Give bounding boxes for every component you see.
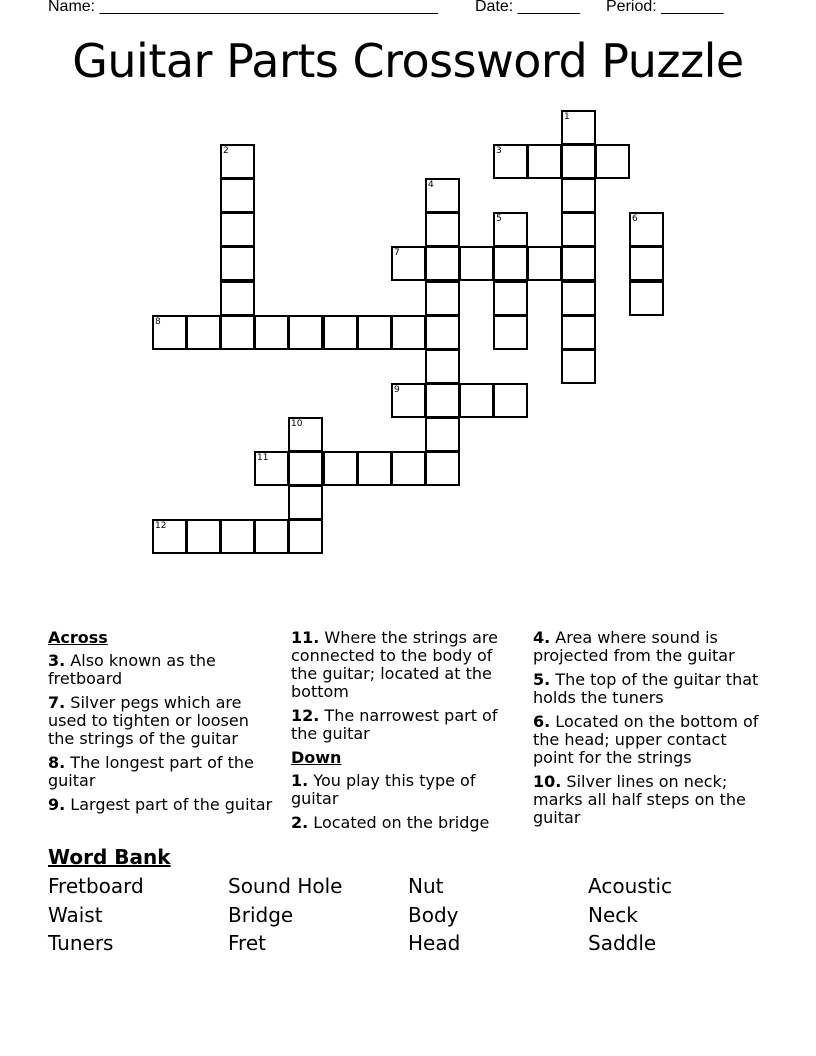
word-bank-item: Neck <box>588 903 638 927</box>
clue-down-1: 1. You play this type of guitar <box>291 771 476 808</box>
crossword-cell[interactable] <box>220 281 255 316</box>
crossword-cell[interactable] <box>288 451 323 486</box>
crossword-cell[interactable] <box>391 246 426 281</box>
crossword-cell[interactable] <box>391 315 426 350</box>
crossword-cell[interactable] <box>629 212 664 247</box>
crossword-cell[interactable] <box>425 246 460 281</box>
crossword-cell[interactable] <box>561 315 596 350</box>
down-heading: Down <box>291 748 342 767</box>
crossword-cell[interactable] <box>391 451 426 486</box>
crossword-cell[interactable] <box>152 315 187 350</box>
clue-number: 11 <box>257 453 269 463</box>
clue-number: 10 <box>291 419 303 429</box>
crossword-cell[interactable] <box>220 212 255 247</box>
clue-across-3: 3. Also known as the fretboard <box>48 651 216 688</box>
crossword-cell[interactable] <box>220 246 255 281</box>
page-title: Guitar Parts Crossword Puzzle <box>72 34 744 88</box>
word-bank-item: Tuners <box>48 931 114 955</box>
crossword-cell[interactable] <box>561 178 596 213</box>
word-bank-item: Body <box>408 903 459 927</box>
clue-across-9: 9. Largest part of the guitar <box>48 795 273 814</box>
clue-across-8: 8. The longest part of the guitar <box>48 753 254 790</box>
crossword-cell[interactable] <box>425 315 460 350</box>
word-bank-item: Bridge <box>228 903 294 927</box>
crossword-cell[interactable] <box>288 519 323 554</box>
crossword-cell[interactable] <box>288 417 323 452</box>
clue-down-10: 10. Silver lines on neck; marks all half steps on the guitar <box>533 772 746 827</box>
crossword-cell[interactable] <box>425 349 460 384</box>
crossword-cell[interactable] <box>527 144 562 179</box>
word-bank-item: Waist <box>48 903 103 927</box>
crossword-cell[interactable] <box>561 349 596 384</box>
clue-down-5: 5. The top of the guitar that holds the tuners <box>533 670 759 707</box>
crossword-cell[interactable] <box>459 246 494 281</box>
crossword-cell[interactable] <box>493 144 528 179</box>
crossword-cell[interactable] <box>629 246 664 281</box>
crossword-cell[interactable] <box>493 383 528 418</box>
crossword-cell[interactable] <box>561 144 596 179</box>
clue-down-2: 2. Located on the bridge <box>291 813 490 832</box>
crossword-cell[interactable] <box>629 281 664 316</box>
clue-number: 4 <box>428 180 434 190</box>
crossword-cell[interactable] <box>220 315 255 350</box>
crossword-cell[interactable] <box>254 315 289 350</box>
crossword-cell[interactable] <box>323 451 358 486</box>
clues-column-1 <box>48 629 274 820</box>
crossword-cell[interactable] <box>561 212 596 247</box>
crossword-cell[interactable] <box>561 281 596 316</box>
crossword-cell[interactable] <box>220 519 255 554</box>
crossword-cell[interactable] <box>323 315 358 350</box>
clue-number: 9 <box>394 385 400 395</box>
crossword-cell[interactable] <box>493 281 528 316</box>
crossword-cell[interactable] <box>425 281 460 316</box>
crossword-cell[interactable] <box>220 178 255 213</box>
crossword-cell[interactable] <box>425 212 460 247</box>
crossword-cell[interactable] <box>561 246 596 281</box>
clue-across-7: 7. Silver pegs which are used to tighten or loosen the strings of the guitar <box>48 693 249 748</box>
crossword-cell[interactable] <box>425 383 460 418</box>
clues-column-2 <box>291 629 517 838</box>
clue-number: 1 <box>564 112 570 122</box>
clue-number: 6 <box>632 214 638 224</box>
crossword-cell[interactable] <box>186 315 221 350</box>
crossword-cell[interactable] <box>357 315 392 350</box>
across-heading: Across <box>48 628 108 647</box>
name-field-label: Name: ______________________________________ <box>48 0 438 15</box>
clues-column-3 <box>533 629 759 833</box>
crossword-cell[interactable] <box>493 315 528 350</box>
word-bank-item: Head <box>408 931 461 955</box>
crossword-cell[interactable] <box>425 178 460 213</box>
crossword-cell[interactable] <box>493 246 528 281</box>
word-bank-item: Fretboard <box>48 874 144 898</box>
crossword-cell[interactable] <box>425 451 460 486</box>
clue-number: 8 <box>155 317 161 327</box>
crossword-cell[interactable] <box>391 383 426 418</box>
clue-number: 12 <box>155 521 167 531</box>
clue-number: 5 <box>496 214 502 224</box>
word-bank-item: Sound Hole <box>228 874 343 898</box>
crossword-cell[interactable] <box>288 315 323 350</box>
clue-number: 2 <box>223 146 229 156</box>
crossword-cell[interactable] <box>288 485 323 520</box>
word-bank-item: Fret <box>228 931 266 955</box>
crossword-cell[interactable] <box>220 144 255 179</box>
word-bank-item: Saddle <box>588 931 657 955</box>
clue-down-6: 6. Located on the bottom of the head; upper contact point for the strings <box>533 712 759 767</box>
crossword-cell[interactable] <box>357 451 392 486</box>
crossword-cell[interactable] <box>186 519 221 554</box>
crossword-cell[interactable] <box>595 144 630 179</box>
crossword-cell[interactable] <box>493 212 528 247</box>
crossword-cell[interactable] <box>561 110 596 145</box>
clue-number: 3 <box>496 146 502 156</box>
clue-number: 7 <box>394 248 400 258</box>
word-bank-title: Word Bank <box>48 845 171 869</box>
crossword-cell[interactable] <box>459 383 494 418</box>
clue-down-4: 4. Area where sound is projected from the guitar <box>533 628 735 665</box>
clue-across-12: 12. The narrowest part of the guitar <box>291 706 498 743</box>
period-field-label: Period: _______ <box>606 0 724 15</box>
crossword-cell[interactable] <box>254 451 289 486</box>
crossword-cell[interactable] <box>254 519 289 554</box>
word-bank-item: Acoustic <box>588 874 673 898</box>
crossword-cell[interactable] <box>425 417 460 452</box>
crossword-cell[interactable] <box>527 246 562 281</box>
clue-across-11: 11. Where the strings are connected to the body of the guitar; located at the bottom <box>291 628 498 701</box>
word-bank-item: Nut <box>408 874 444 898</box>
date-field-label: Date: _______ <box>475 0 580 15</box>
crossword-cell[interactable] <box>152 519 187 554</box>
